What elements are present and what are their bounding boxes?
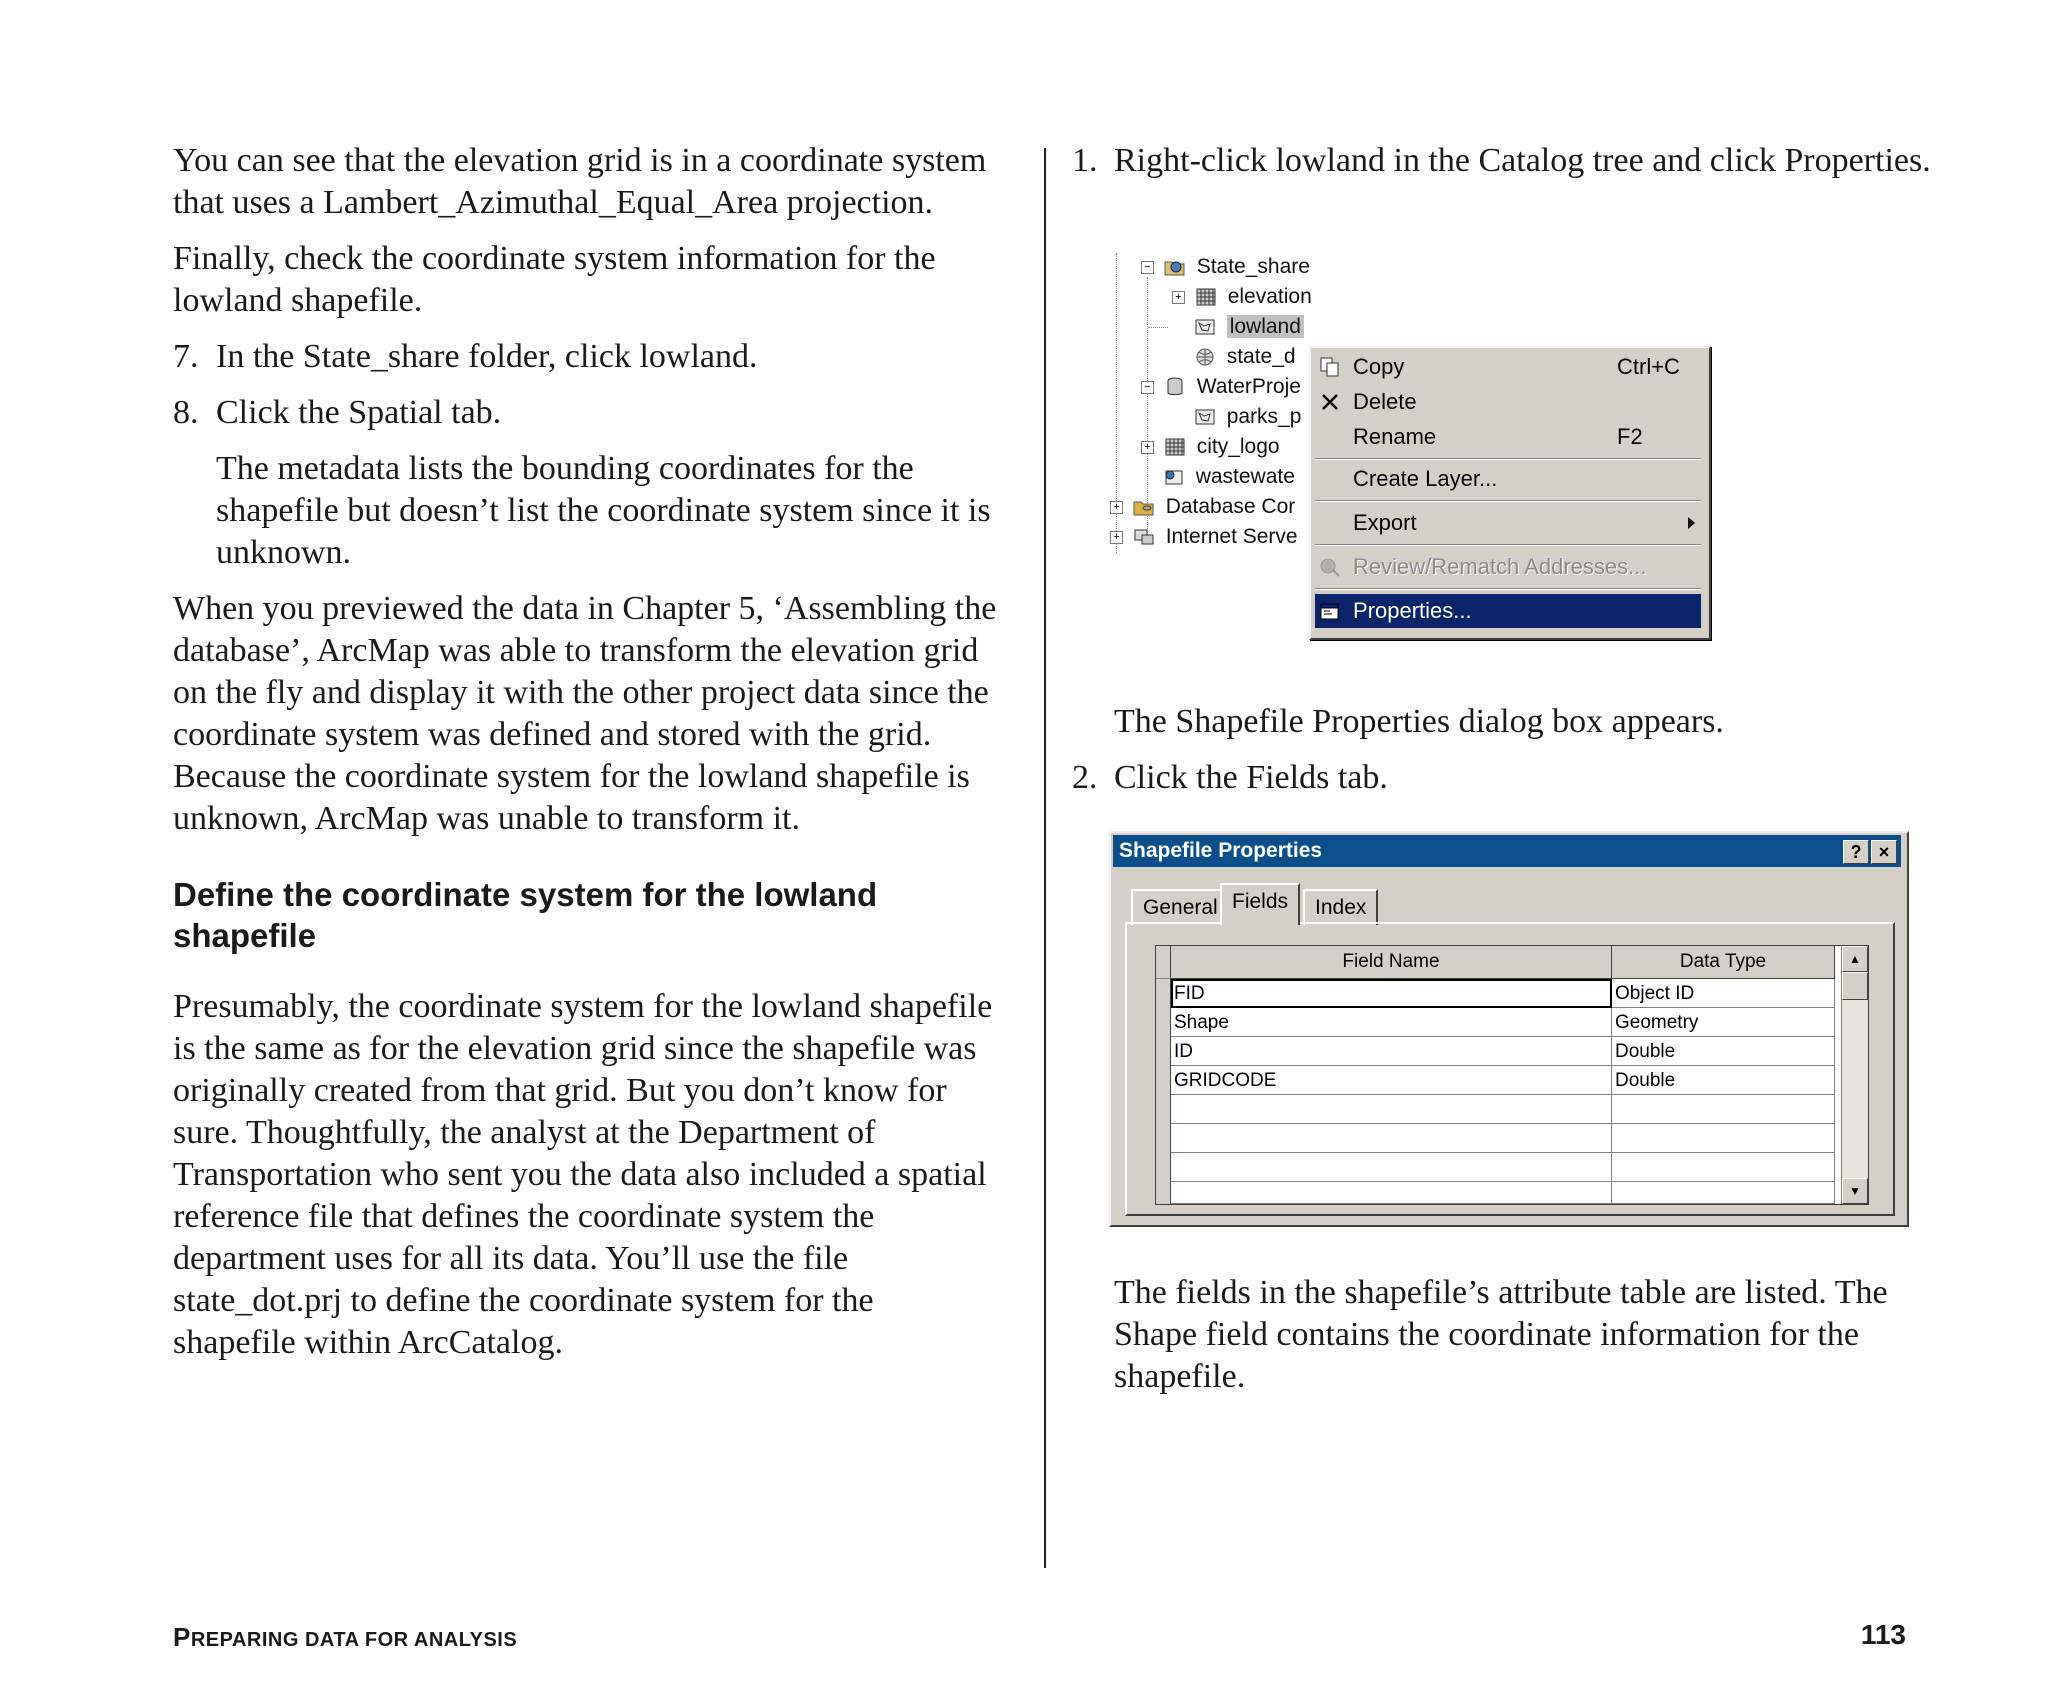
row-header[interactable]	[1156, 1153, 1171, 1183]
shapefile-icon	[1194, 407, 1216, 427]
row-header[interactable]	[1156, 979, 1171, 1009]
expand-icon[interactable]: +	[1172, 291, 1185, 304]
tree-item-lowland[interactable]	[1172, 313, 1304, 341]
dialog-titlebar	[1113, 835, 1901, 867]
tree-item-parks[interactable]	[1172, 403, 1301, 431]
footer-initial: P	[173, 1622, 191, 1652]
step-number: 1.	[1072, 142, 1098, 179]
grid-icon	[1164, 437, 1186, 457]
field-name-cell[interactable]: ID	[1171, 1037, 1612, 1066]
expand-icon[interactable]: +	[1141, 441, 1154, 454]
scroll-up-arrow-icon[interactable]: ▲	[1842, 946, 1868, 972]
tree-item-label: elevation	[1227, 285, 1312, 308]
data-type-cell[interactable]: Object ID	[1612, 979, 1835, 1008]
menu-item-label: Delete	[1353, 389, 1417, 414]
tree-item-state-share[interactable]	[1141, 253, 1310, 281]
step-8	[173, 392, 1003, 434]
tab-index[interactable]: Index	[1303, 889, 1378, 925]
menu-item-label: Properties...	[1353, 598, 1472, 623]
menu-separator	[1315, 500, 1701, 502]
tree-item-label: lowland	[1227, 315, 1304, 338]
data-type-cell[interactable]: Geometry	[1612, 1008, 1835, 1037]
dialog-title: Shapefile Properties	[1119, 839, 1323, 862]
internet-server-icon	[1133, 527, 1155, 547]
row-header[interactable]	[1156, 1182, 1171, 1205]
column-header-data-type[interactable]: Data Type	[1612, 946, 1835, 979]
empty-cell[interactable]	[1171, 1182, 1612, 1204]
row-header[interactable]	[1156, 1037, 1171, 1067]
tree-item-city-logo[interactable]	[1141, 433, 1280, 461]
step-8-note: The metadata lists the bounding coordinates for the shapefile but doesn’t list the coordinate system since it is unknown.	[216, 450, 991, 571]
close-button[interactable]: ×	[1871, 840, 1897, 864]
step-2	[1072, 757, 1388, 799]
row-header[interactable]	[1156, 1095, 1171, 1125]
empty-cell[interactable]	[1171, 1124, 1612, 1153]
right-column	[1072, 140, 1952, 196]
menu-item-rename[interactable]	[1311, 420, 1705, 454]
step-text: Click the Spatial tab.	[216, 394, 502, 431]
folder-globe-icon	[1164, 257, 1186, 277]
step-number: 2.	[1072, 759, 1098, 796]
empty-cell[interactable]	[1612, 1124, 1835, 1153]
fields-grid	[1155, 945, 1869, 1205]
tree-item-internet-servers[interactable]	[1110, 523, 1298, 551]
menu-item-create-layer[interactable]	[1311, 462, 1705, 496]
database-connections-icon	[1133, 497, 1155, 517]
menu-item-export[interactable]	[1311, 506, 1705, 540]
collapse-icon[interactable]: −	[1141, 381, 1154, 394]
shapefile-icon	[1194, 317, 1216, 337]
shapefile-properties-dialog	[1109, 831, 1909, 1227]
menu-item-properties[interactable]	[1315, 594, 1701, 628]
database-icon	[1164, 377, 1186, 397]
page-number: 113	[1860, 1619, 1906, 1650]
step-1	[1072, 140, 1952, 182]
column-divider	[1044, 148, 1046, 1568]
delete-icon	[1319, 391, 1341, 413]
tree-item-label: Database Cor	[1165, 495, 1296, 518]
menu-separator	[1315, 544, 1701, 546]
layer-icon	[1163, 467, 1185, 487]
paragraph-dialog-appears: The Shapefile Properties dialog box appears.	[1114, 703, 1724, 740]
tree-item-label: state_d	[1226, 345, 1296, 368]
help-button[interactable]: ?	[1843, 840, 1869, 864]
grid-icon	[1195, 287, 1217, 307]
tree-item-label: Internet Serve	[1165, 525, 1298, 548]
data-type-cell[interactable]: Double	[1612, 1037, 1835, 1066]
globe-icon	[1194, 347, 1216, 367]
tree-item-label: wastewate	[1195, 465, 1295, 488]
menu-item-copy[interactable]	[1311, 350, 1705, 384]
menu-item-shortcut: F2	[1617, 424, 1643, 449]
tree-item-label: city_logo	[1196, 435, 1280, 458]
paragraph-spatial-reference: Presumably, the coordinate system for the lowland shapefile is the same as for the elevation grid since the shapefile was originally created from that grid. But you don’t know for sure. Thoughtfully, the analyst at the Department of Transportation who sent you the data also included a spatial reference file that defines the coordinate system the department uses for all its data. You’ll use the file state_dot.prj to define the coordinate system for the shapefile within ArcCatalog.	[173, 988, 993, 1361]
grid-corner	[1156, 946, 1171, 979]
tree-item-elevation[interactable]	[1172, 283, 1312, 311]
menu-item-label: Copy	[1353, 354, 1405, 379]
row-header[interactable]	[1156, 1008, 1171, 1038]
properties-icon	[1319, 600, 1341, 622]
menu-item-shortcut: Ctrl+C	[1617, 354, 1680, 379]
menu-item-label: Export	[1353, 510, 1417, 535]
menu-item-label: Create Layer...	[1353, 466, 1498, 491]
left-column	[173, 140, 1003, 1378]
field-name-cell[interactable]: Shape	[1171, 1008, 1612, 1037]
tree-item-wastewate[interactable]	[1141, 463, 1295, 491]
vertical-scrollbar[interactable]	[1841, 946, 1868, 1204]
row-header[interactable]	[1156, 1124, 1171, 1154]
step-number: 8.	[173, 394, 199, 431]
empty-cell[interactable]	[1171, 1095, 1612, 1124]
menu-separator	[1315, 588, 1701, 590]
paragraph-check-lowland: Finally, check the coordinate system information for the lowland shapefile.	[173, 240, 936, 319]
tree-item-label: State_share	[1196, 255, 1310, 278]
running-footer	[173, 1622, 517, 1653]
tree-item-waterproje[interactable]	[1141, 373, 1301, 401]
menu-separator	[1315, 458, 1701, 460]
paragraph-arcmap-transform: When you previewed the data in Chapter 5, ‘Assembling the database’, ArcMap was able to transform the elevation grid on the fly and display it with the other project data since the coordinate system was defined and stored with the grid. Because the coordinate system for the lowland shapefile is unknown, ArcMap was unable to transform it.	[173, 590, 997, 837]
step-text: Right-click lowland in the Catalog tree and click Properties.	[1114, 142, 1931, 179]
empty-cell[interactable]	[1612, 1095, 1835, 1124]
paragraph-projection: You can see that the elevation grid is in a coordinate system that uses a Lambert_Azimuthal_Equal_Area projection.	[173, 142, 987, 221]
scroll-thumb[interactable]	[1842, 972, 1868, 1000]
collapse-icon[interactable]: −	[1141, 261, 1154, 274]
submenu-arrow-icon	[1687, 516, 1697, 530]
step-7	[173, 336, 1003, 378]
expand-icon[interactable]: +	[1110, 501, 1123, 514]
column-header-field-name[interactable]: Field Name	[1171, 946, 1612, 979]
scroll-down-arrow-icon[interactable]: ▼	[1842, 1178, 1868, 1204]
empty-cell[interactable]	[1171, 1153, 1612, 1182]
tree-item-state-d[interactable]	[1172, 343, 1296, 371]
tab-general[interactable]: General	[1131, 889, 1230, 925]
paragraph-fields-listed: The fields in the shapefile’s attribute table are listed. The Shape field contains the coordinate information for the shapefile.	[1114, 1274, 1888, 1395]
empty-cell[interactable]	[1612, 1153, 1835, 1182]
context-menu	[1309, 346, 1711, 640]
step-text: Click the Fields tab.	[1114, 759, 1388, 796]
copy-icon	[1319, 356, 1341, 378]
menu-item-review-rematch[interactable]	[1311, 550, 1705, 584]
tree-item-label: parks_p	[1226, 405, 1302, 428]
section-heading: Define the coordinate system for the lowland shapefile	[173, 876, 878, 954]
step-text: In the State_share folder, click lowland.	[216, 338, 758, 375]
field-name-cell[interactable]: GRIDCODE	[1171, 1066, 1612, 1095]
tree-item-label: WaterProje	[1196, 375, 1301, 398]
menu-item-label: Review/Rematch Addresses...	[1353, 554, 1647, 579]
menu-item-label: Rename	[1353, 424, 1437, 449]
empty-cell[interactable]	[1612, 1182, 1835, 1204]
expand-icon[interactable]: +	[1110, 531, 1123, 544]
step-number: 7.	[173, 338, 199, 375]
tree-connector	[1148, 327, 1168, 328]
review-addresses-icon	[1319, 556, 1341, 578]
menu-item-delete[interactable]	[1311, 385, 1705, 419]
row-header[interactable]	[1156, 1066, 1171, 1096]
tree-item-database-connections[interactable]	[1110, 493, 1295, 521]
footer-section-title: REPARING DATA FOR ANALYSIS	[190, 1629, 518, 1651]
field-name-cell[interactable]: FID	[1171, 979, 1612, 1008]
tab-fields[interactable]: Fields	[1220, 883, 1300, 925]
data-type-cell[interactable]: Double	[1612, 1066, 1835, 1095]
